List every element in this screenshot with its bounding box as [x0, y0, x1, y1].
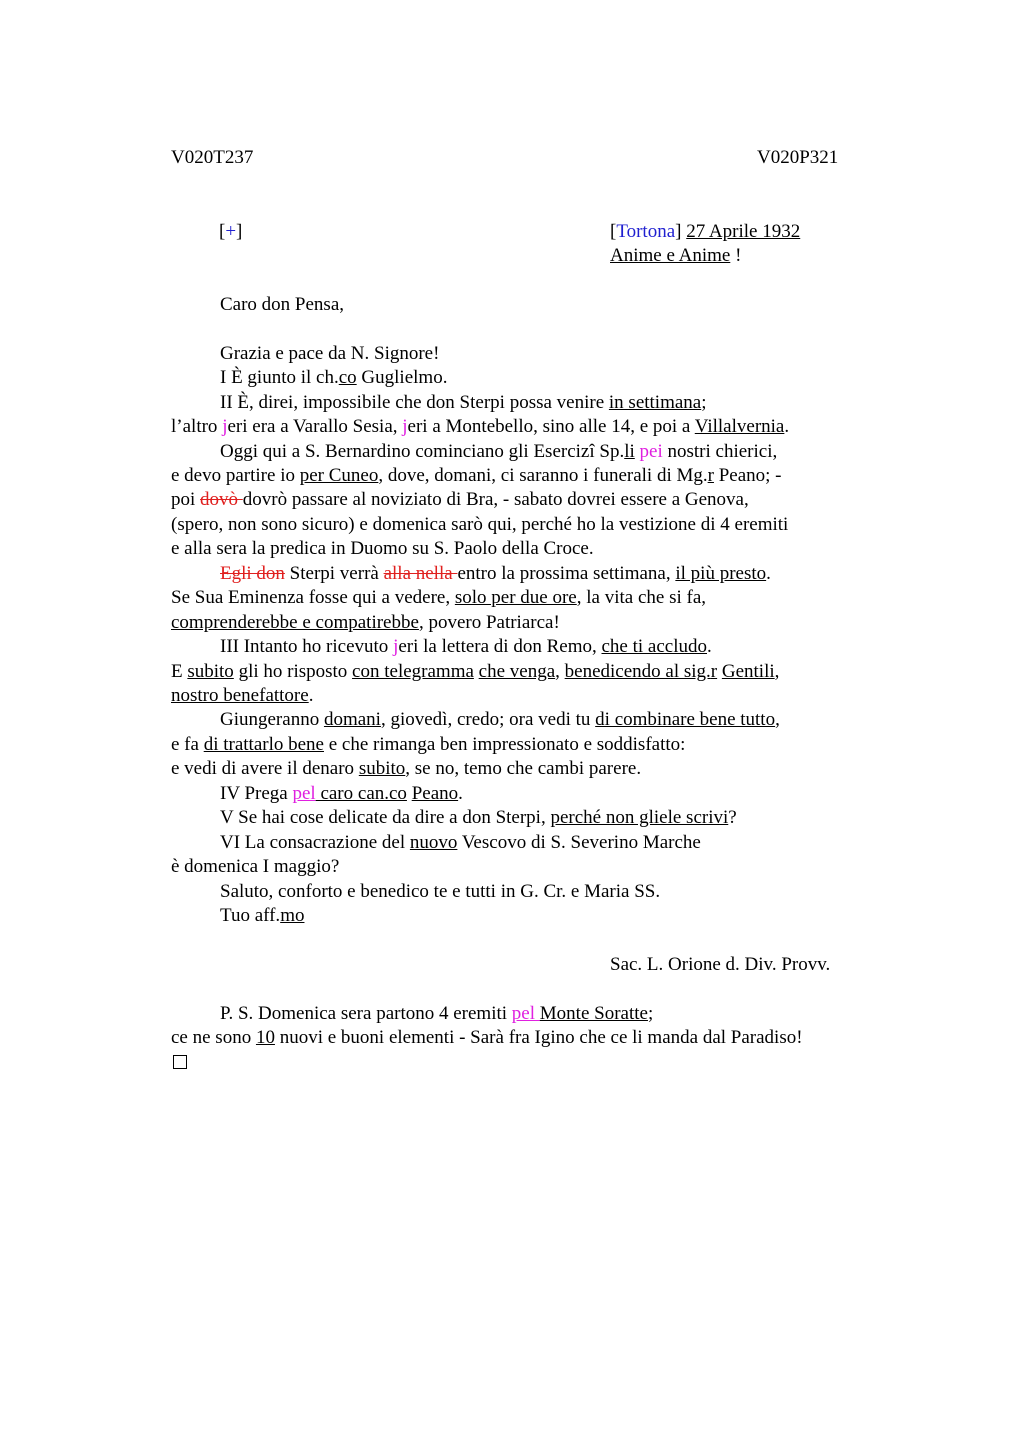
- cross-mark: [+]: [219, 221, 243, 242]
- postscript-line-1: P. S. Domenica sera partono 4 eremiti pel Monte Soratte;: [220, 1003, 654, 1024]
- body-line-5: Oggi qui a S. Bernardino cominciano gli Esercizi Sp.li pei nostri chierici,: [220, 441, 778, 462]
- body-line-19: IV Prega pel caro can.co Peano.: [220, 783, 463, 804]
- body-line-10: Egli don Sterpi verrà alla nella entro la prossima settimana, il più presto.: [220, 563, 771, 584]
- body-line-18: e vedi di avere il denaro subito, se no, temo che cambi parere.: [171, 758, 642, 779]
- body-line-14: E subito gli ho risposto con telegramma che venga, benedicendo al sig.r Gentili,: [171, 661, 780, 682]
- body-line-17: e fa di trattarlo bene e che rimanga ben impressionato e soddisfatto:: [171, 734, 686, 755]
- signature: Sac. L. Orione d. Div. Provv.: [610, 954, 831, 975]
- body-line-4: l’altro jeri era a Varallo Sesia, jeri a Montebello, sino alle 14, e poi a Villalvernia.: [171, 416, 790, 437]
- end-marker-box: [173, 1055, 187, 1069]
- body-line-1: Grazia e pace da N. Signore!: [220, 343, 440, 364]
- place-date: [Tortona] 27 Aprile 1932: [610, 221, 801, 242]
- body-line-13: III Intanto ho ricevuto jeri la lettera di don Remo, che ti accludo.: [220, 636, 712, 657]
- motto: Anime e Anime !: [610, 245, 742, 266]
- body-line-3: II È, direi, impossibile che don Sterpi possa venire in settimana;: [220, 392, 707, 413]
- body-line-7: poi dovò dovrò passare al noviziato di Bra, - sabato dovrei essere a Genova,: [171, 489, 749, 510]
- body-line-20: V Se hai cose delicate da dire a don Sterpi, perché non gliele scrivi?: [220, 807, 737, 828]
- closing-line: Tuo aff.mo: [220, 905, 305, 926]
- body-line-12: comprenderebbe e compatirebbe, povero Patriarca!: [171, 612, 560, 633]
- body-line-9: e alla sera la predica in Duomo su S. Paolo della Croce.: [171, 538, 594, 559]
- body-line-16: Giungeranno domani, giovedì, credo; ora vedi tu di combinare bene tutto,: [220, 709, 780, 730]
- body-line-8: (spero, non sono sicuro) e domenica sarò qui, perché ho la vestizione di 4 eremiti: [171, 514, 789, 535]
- place-name: Tortona: [616, 221, 676, 242]
- postscript-line-2: ce ne sono 10 nuovi e buoni elementi - Sarà fra Igino che ce li manda dal Paradiso!: [171, 1027, 803, 1048]
- salutation: Caro don Pensa,: [220, 294, 345, 315]
- body-line-2: I È giunto il ch.co Guglielmo.: [220, 367, 448, 388]
- letter-date: 27 Aprile 1932: [686, 221, 801, 242]
- body-line-11: Se Sua Eminenza fosse qui a vedere, solo per due ore, la vita che si fa,: [171, 587, 707, 608]
- body-line-6: e devo partire io per Cuneo, dove, domani, ci saranno i funerali di Mg.r Peano; -: [171, 465, 782, 486]
- body-line-23: Saluto, conforto e benedico te e tutti in G. Cr. e Maria SS.: [220, 881, 661, 902]
- body-line-21: VI La consacrazione del nuovo Vescovo di S. Severino Marche: [220, 832, 701, 853]
- document-code-right: V020P321: [757, 147, 839, 168]
- body-line-22: è domenica I maggio?: [171, 856, 340, 877]
- body-line-15: nostro benefattore.: [171, 685, 314, 706]
- document-code-left: V020T237: [171, 147, 254, 168]
